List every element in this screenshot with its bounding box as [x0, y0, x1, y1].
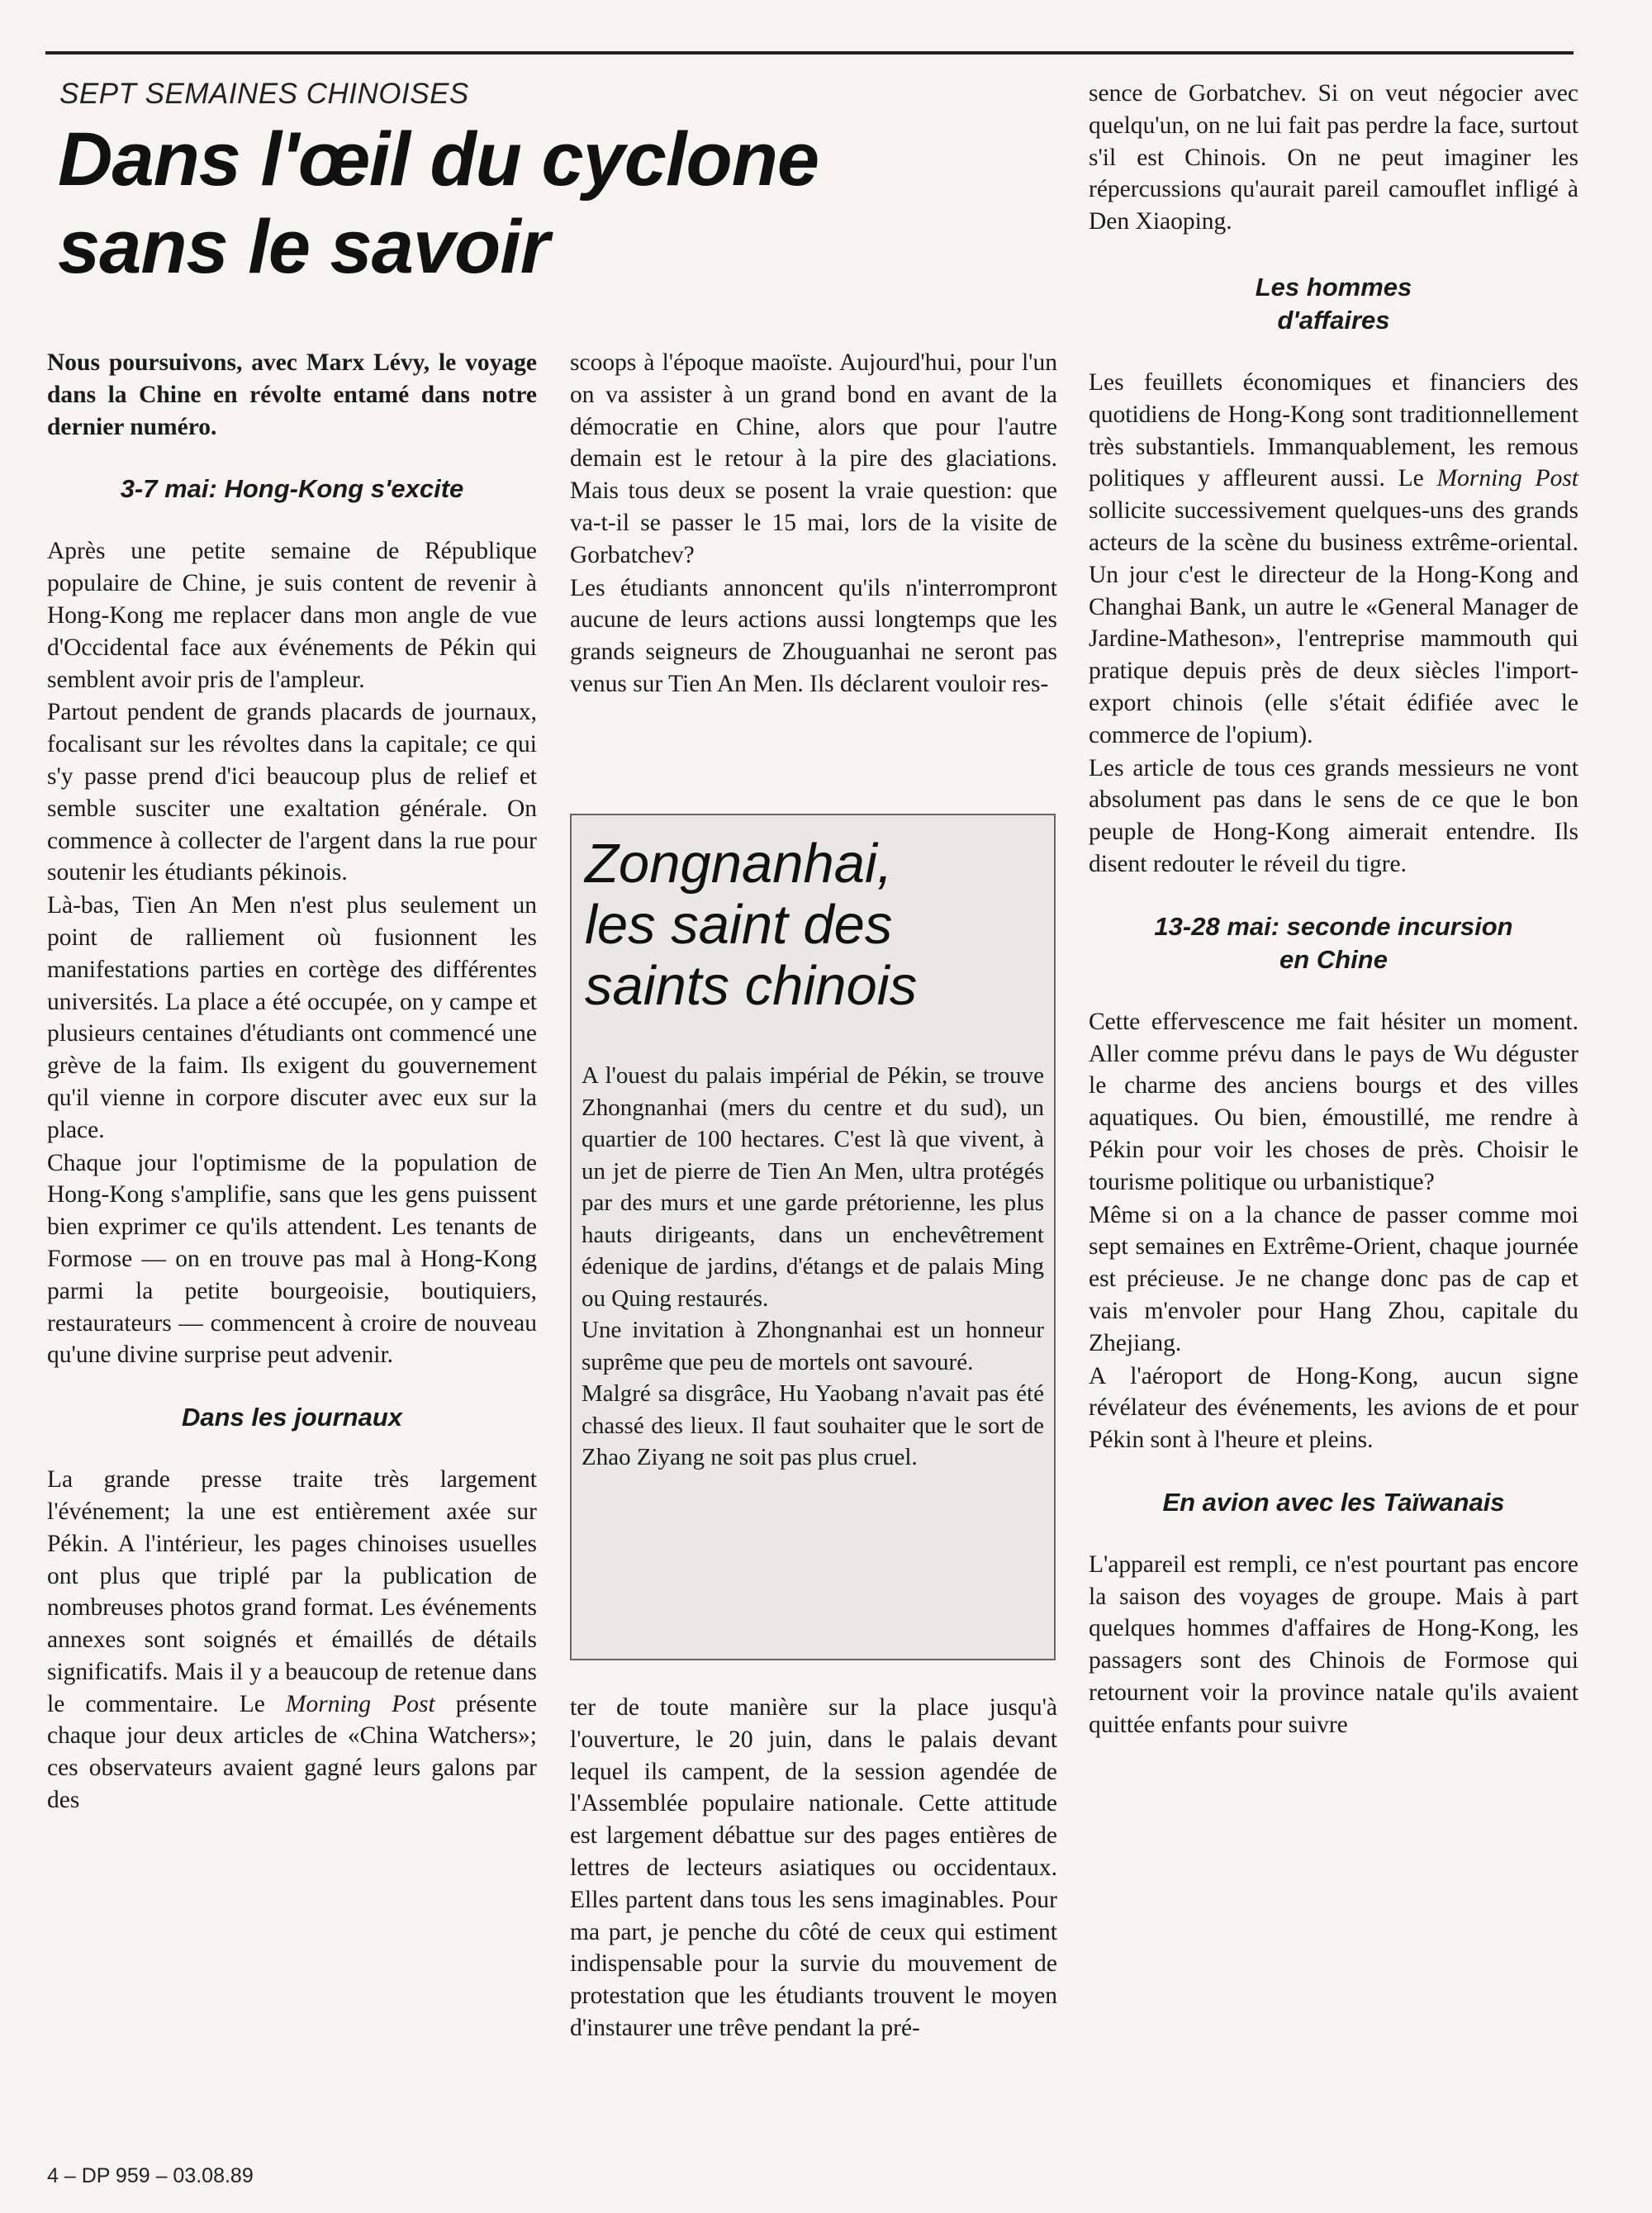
paragraph: Une invitation à Zhongnanhai est un honneur suprême que peu de mortels ont savouré.	[582, 1317, 1044, 1375]
subhead-line: d'affaires	[1277, 305, 1390, 335]
paragraph: scoops à l'époque maoïste. Aujourd'hui, pour l'un on va assister à un grand bond en avant de la démocratie en Chine, alors que pour l'autre demain est le retour à la pire des glaciations. Mais tous deux se posent la vraie question: que va-t-il se passer le 15 mai, lors de la visite de Gorbatchev?	[570, 349, 1057, 568]
paragraph	[47, 1464, 537, 1816]
subhead-seconde-incursion	[1089, 910, 1578, 976]
publication-name: Morning Post	[1436, 465, 1578, 492]
subhead-hong-kong: 3-7 mai: Hong-Kong s'excite	[120, 474, 464, 504]
paragraph: A l'ouest du palais impérial de Pékin, se trouve Zhongnanhai (mers du centre et du sud), un quartier de 100 hectares. C'est là que vivent, à un jet de pierre de Tien An Men, ultra protégés par des murs et une garde prétorienne, les plus hauts dirigeants, dans un enchevêtrement édenique de jardins, d'étangs et de palais Ming ou Quing restaurés.	[582, 1062, 1044, 1312]
paragraph: Après une petite semaine de République populaire de Chine, je suis content de revenir à Hong-Kong me replacer dans mon angle de vue d'Occidental face aux événements de Pékin qui semblent avoir pris de l'ampleur.	[47, 538, 537, 693]
subhead-avion-taiwanais: En avion avec les Taïwanais	[1162, 1487, 1505, 1517]
text-run: La grande presse traite très largement l'événement; la une est entièrement axée sur Pékin. A l'intérieur, les pages chinoises usuelles ont plus que triplé par la publication de nombreuses photos grand format. Les événements annexes sont soignés et émaillés de détails significatifs. Mais il y a beaucoup de retenue dans le commentaire. Le	[47, 1466, 537, 1717]
column-2-bottom	[570, 1692, 1057, 2044]
subhead-line: en Chine	[1279, 944, 1388, 974]
subhead-journaux: Dans les journaux	[181, 1403, 403, 1432]
column-2-top	[570, 347, 1057, 700]
text-run: Les feuillets économiques et financiers des quotidiens de Hong-Kong sont traditionnellement très substantiels. Immanquablement, les remous politiques y affleurent aussi. Le	[1089, 368, 1578, 492]
subhead-line: Les hommes	[1255, 272, 1412, 302]
paragraph: A l'aéroport de Hong-Kong, aucun signe révélateur des événements, les avions de et pour Pékin sont à l'heure et pleins.	[1089, 1362, 1578, 1454]
sidebar-title-line: les saint des	[585, 894, 893, 956]
paragraph: Chaque jour l'optimisme de la population de Hong-Kong s'amplifie, sans que les gens puissent bien exprimer ce qu'ils attendent. Les tenants de Formose — on en trouve pas mal à Hong-Kong parmi la petite bourgeoisie, boutiquiers, restaurateurs — commencent à croire de nouveau qu'une divine surprise peut advenir.	[47, 1149, 537, 1369]
sidebar-title-line: Zongnanhai,	[585, 833, 893, 895]
sidebar-title	[582, 833, 1044, 1017]
paragraph: sence de Gorbatchev. Si on veut négocier avec quelqu'un, on ne lui fait pas perdre la face, surtout s'il est Chinois. On ne peut imaginer les répercussions qu'aurait pareil camouflet infligé à Den Xiaoping.	[1089, 80, 1578, 235]
paragraph	[1089, 367, 1578, 752]
lede: Nous poursuivons, avec Marx Lévy, le voyage dans la Chine en révolte entamé dans notre dernier numéro.	[47, 349, 537, 440]
text-run: présente chaque jour deux articles de «China Watchers»; ces observateurs avaient gagné leurs galons par des	[47, 1690, 538, 1814]
sidebar-box	[570, 814, 1056, 1660]
page-footer: 4 – DP 959 – 03.08.89	[47, 2164, 254, 2187]
headline-line-2: sans le savoir	[58, 205, 549, 289]
headline-line-1: Dans l'œil du cyclone	[58, 117, 819, 202]
paragraph: Cette effervescence me fait hésiter un moment. Aller comme prévu dans le pays de Wu déguster le charme des anciens bourgs et des villes aquatiques. Ou bien, émoustillé, me rendre à Pékin pour voir les choses de près. Choisir le tourisme politique ou urbanistique?	[1089, 1008, 1578, 1195]
subhead-hommes-affaires	[1089, 271, 1578, 337]
kicker: SEPT SEMAINES CHINOISES	[59, 78, 469, 110]
headline	[58, 116, 1032, 291]
paragraph: Même si on a la chance de passer comme moi sept semaines en Extrême-Orient, chaque journée est précieuse. Je ne change donc pas de cap et vais m'envoler pour Hang Zhou, capitale du Zhejiang.	[1089, 1201, 1578, 1356]
paragraph: ter de toute manière sur la place jusqu'à l'ouverture, le 20 juin, dans le palais devant lequel ils campent, de la session agendée de l'Assemblée populaire nationale. Cette attitude est largement débattue sur des pages entières de lettres de lecteurs asiatiques ou occidentaux. Elles partent dans tous les sens imaginables. Pour ma part, je penche du côté de ceux qui estiment indispensable pour la survie du mouvement de protestation que les étudiants trouvent le moyen d'instaurer une trêve pendant la pré-	[570, 1694, 1057, 2041]
sidebar-body	[582, 1060, 1044, 1474]
top-rule	[45, 51, 1574, 55]
column-1	[47, 347, 537, 1816]
text-run: sollicite successivement quelques-uns des grands acteurs de la scène du business extrême-oriental. Un jour c'est le directeur de la Hong-Kong and Changhai Bank, un autre le «General Manager de Jardine-Matheson», l'entreprise mammouth qui pratique depuis près de deux siècles l'import-export chinois (elle s'était édifiée avec le commerce de l'opium).	[1089, 497, 1578, 748]
paragraph: Là-bas, Tien An Men n'est plus seulement un point de ralliement où fusionnent les manifestations parties en cortège des différentes universités. La place a été occupée, on y campe et plusieurs centaines d'étudiants ont commencé une grève de la faim. Ils exigent du gouvernement qu'il vienne in corpore discuter avec eux sur la place.	[47, 892, 537, 1143]
subhead-line: 13-28 mai: seconde incursion	[1154, 911, 1513, 941]
column-3	[1089, 78, 1578, 1741]
paragraph: Malgré sa disgrâce, Hu Yaobang n'avait pas été chassé des lieux. Il faut souhaiter que le sort de Zhao Ziyang ne soit pas plus cruel.	[582, 1380, 1044, 1470]
publication-name: Morning Post	[285, 1690, 435, 1717]
sidebar-title-line: saints chinois	[585, 955, 918, 1017]
paragraph: Les article de tous ces grands messieurs ne vont absolument pas dans le sens de ce que le bon peuple de Hong-Kong aimerait entendre. Ils disent redouter le réveil du tigre.	[1089, 754, 1578, 877]
paragraph: L'appareil est rempli, ce n'est pourtant pas encore la saison des voyages de groupe. Mais à part quelques hommes d'affaires de Hong-Kong, les passagers sont des Chinois de Formose qui retournent voir la province natale qu'ils avaient quittée enfants pour suivre	[1089, 1551, 1578, 1738]
paragraph: Les étudiants annoncent qu'ils n'interrompront aucune de leurs actions aussi longtemps que les grands seigneurs de Zhouguanhai ne seront pas venus sur Tien An Men. Ils déclarent vouloir res-	[570, 574, 1057, 697]
paragraph: Partout pendent de grands placards de journaux, focalisant sur les révoltes dans la capitale; ce qui s'y passe prend d'ici beaucoup plus de relief et semble susciter une exaltation générale. On commence à collecter de l'argent dans la rue pour soutenir les étudiants pékinois.	[47, 699, 537, 886]
